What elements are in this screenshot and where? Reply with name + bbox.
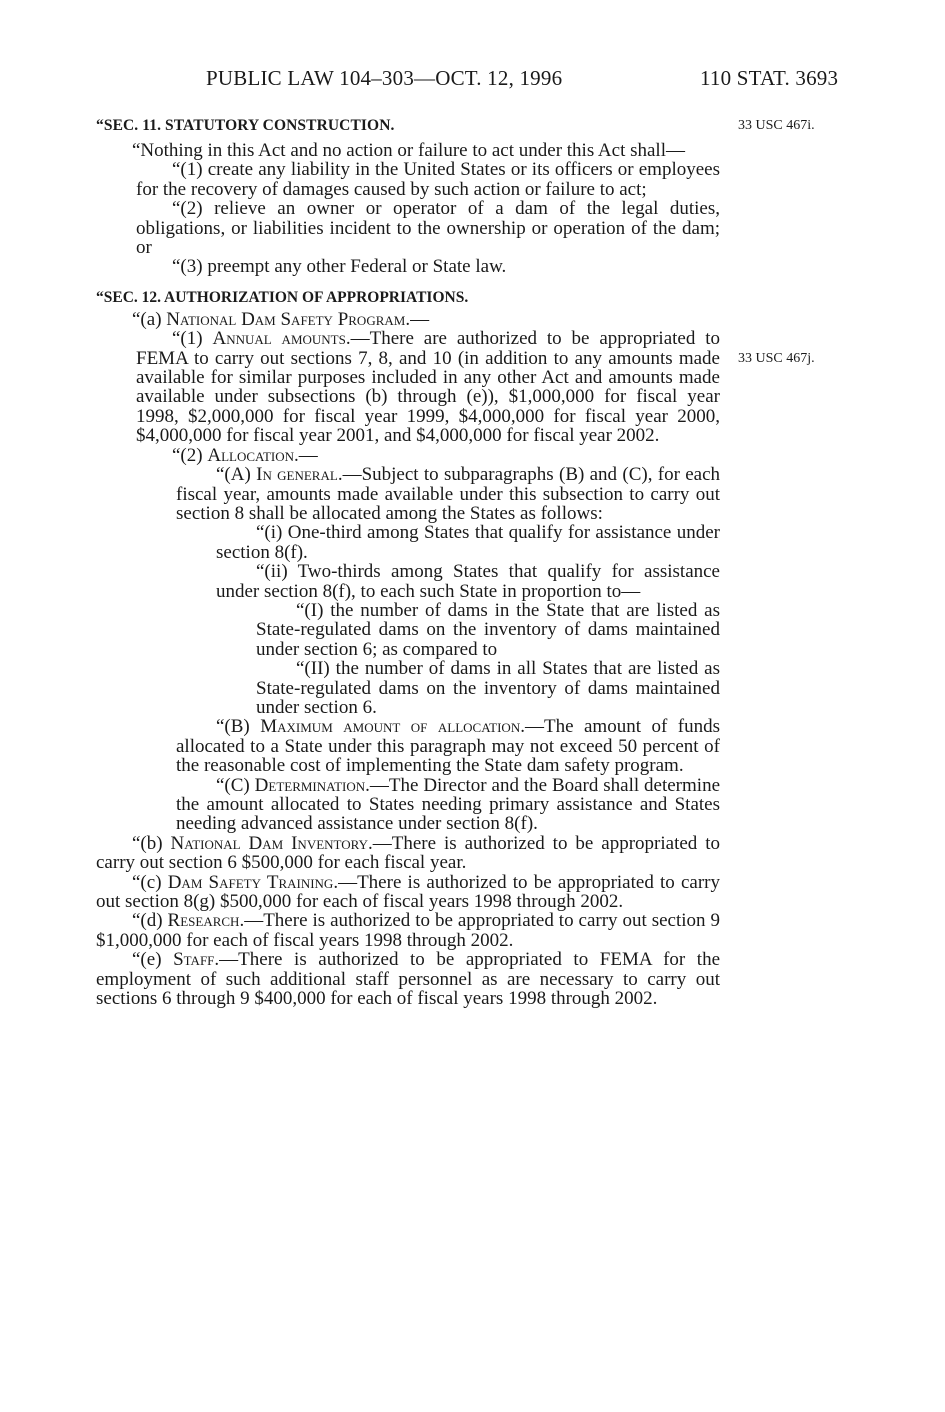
section-11-heading: “SEC. 11. STATUTORY CONSTRUCTION. — [96, 117, 395, 134]
sec12-subsection-a: “(a) National Dam Safety Program.— — [132, 308, 430, 330]
sec11-para-3: “(3) preempt any other Federal or State law. — [172, 256, 507, 278]
sec12-a2-sub-B: “(B) Maximum amount of allocation.—The amount of funds allocated to a State under this paragraph may not exceed 50 percent of the reasonable cost of implementing the State dam safety program. — [176, 716, 721, 777]
sec12-a2-clause-ii: “(ii) Two-thirds among States that qualify for assistance under section 8(f), to each such State in proportion to— — [216, 561, 720, 602]
sec12-a-para-2: “(2) Allocation.— — [172, 444, 318, 466]
sec12-subsection-b: “(b) National Dam Inventory.—There is authorized to be appropriated to carry out section 6 $500,000 for each fiscal year. — [96, 832, 720, 874]
sidenote-sec11: 33 USC 467i. — [738, 118, 815, 133]
sec11-para-1: “(1) create any liability in the United States or its officers or employees for the recovery of damages caused by such action or failure to act; — [136, 159, 720, 200]
sidenote-sec12: 33 USC 467j. — [738, 351, 815, 366]
sec12-a2-subclause-II: “(II) the number of dams in all States that are listed as State-regulated dams on the inventory of dams maintained under section 6. — [256, 658, 720, 718]
sec12-subsection-d: “(d) Research.—There is authorized to be appropriated to carry out section 9 $1,000,000 for each of fiscal years 1998 through 2002. — [96, 910, 720, 951]
sec11-intro: “Nothing in this Act and no action or failure to act under this Act shall— — [132, 140, 685, 161]
sec12-a-para-1: “(1) Annual amounts.—There are authorized to be appropriated to FEMA to carry out sections 7, 8, and 10 (in addition to any amounts made available for similar purposes included in any other Act and amounts made available under subsections (b) through (e)), $1,000,000 for fiscal year 1998, $2,000,000 for fiscal year 1999, $4,000,000 for fiscal year 2000, $4,000,000 for fiscal year 2001, and $4,000,000 for fiscal year 2002. — [136, 328, 720, 447]
document-body — [96, 141, 720, 1008]
running-header-page: 110 STAT. 3693 — [700, 66, 839, 90]
sec12-subsection-e: “(e) Staff.—There is authorized to be appropriated to FEMA for the employment of such additional staff personnel as are necessary to carry out sections 6 through 9 $400,000 for each of fiscal years 1998 through 2002. — [96, 949, 720, 1010]
sec12-a2-subclause-I: “(I) the number of dams in the State that are listed as State-regulated dams on the inventory of dams maintained under section 6; as compared to — [256, 599, 720, 660]
running-header-title: PUBLIC LAW 104–303—OCT. 12, 1996 — [206, 66, 563, 90]
sec12-a2-clause-i: “(i) One-third among States that qualify for assistance under section 8(f). — [216, 522, 720, 563]
sec12-a2-sub-A: “(A) In general.—Subject to subparagraphs (B) and (C), for each fiscal year, amounts made available under this subsection to carry out section 8 shall be allocated among the States as follows: — [176, 464, 721, 524]
sec12-subsection-c: “(c) Dam Safety Training.—There is authorized to be appropriated to carry out section 8(g) $500,000 for each of fiscal years 1998 through 2002. — [96, 871, 720, 913]
sec12-a2-sub-C: “(C) Determination.—The Director and the Board shall determine the amount allocated to States needing primary assistance and States needing advanced assistance under section 8(f). — [176, 774, 721, 835]
sec11-para-2: “(2) relieve an owner or operator of a dam of the legal duties, obligations, or liabilities incident to the ownership or operation of the dam; or — [136, 198, 720, 259]
section-12-heading: “SEC. 12. AUTHORIZATION OF APPROPRIATIONS. — [96, 288, 469, 306]
